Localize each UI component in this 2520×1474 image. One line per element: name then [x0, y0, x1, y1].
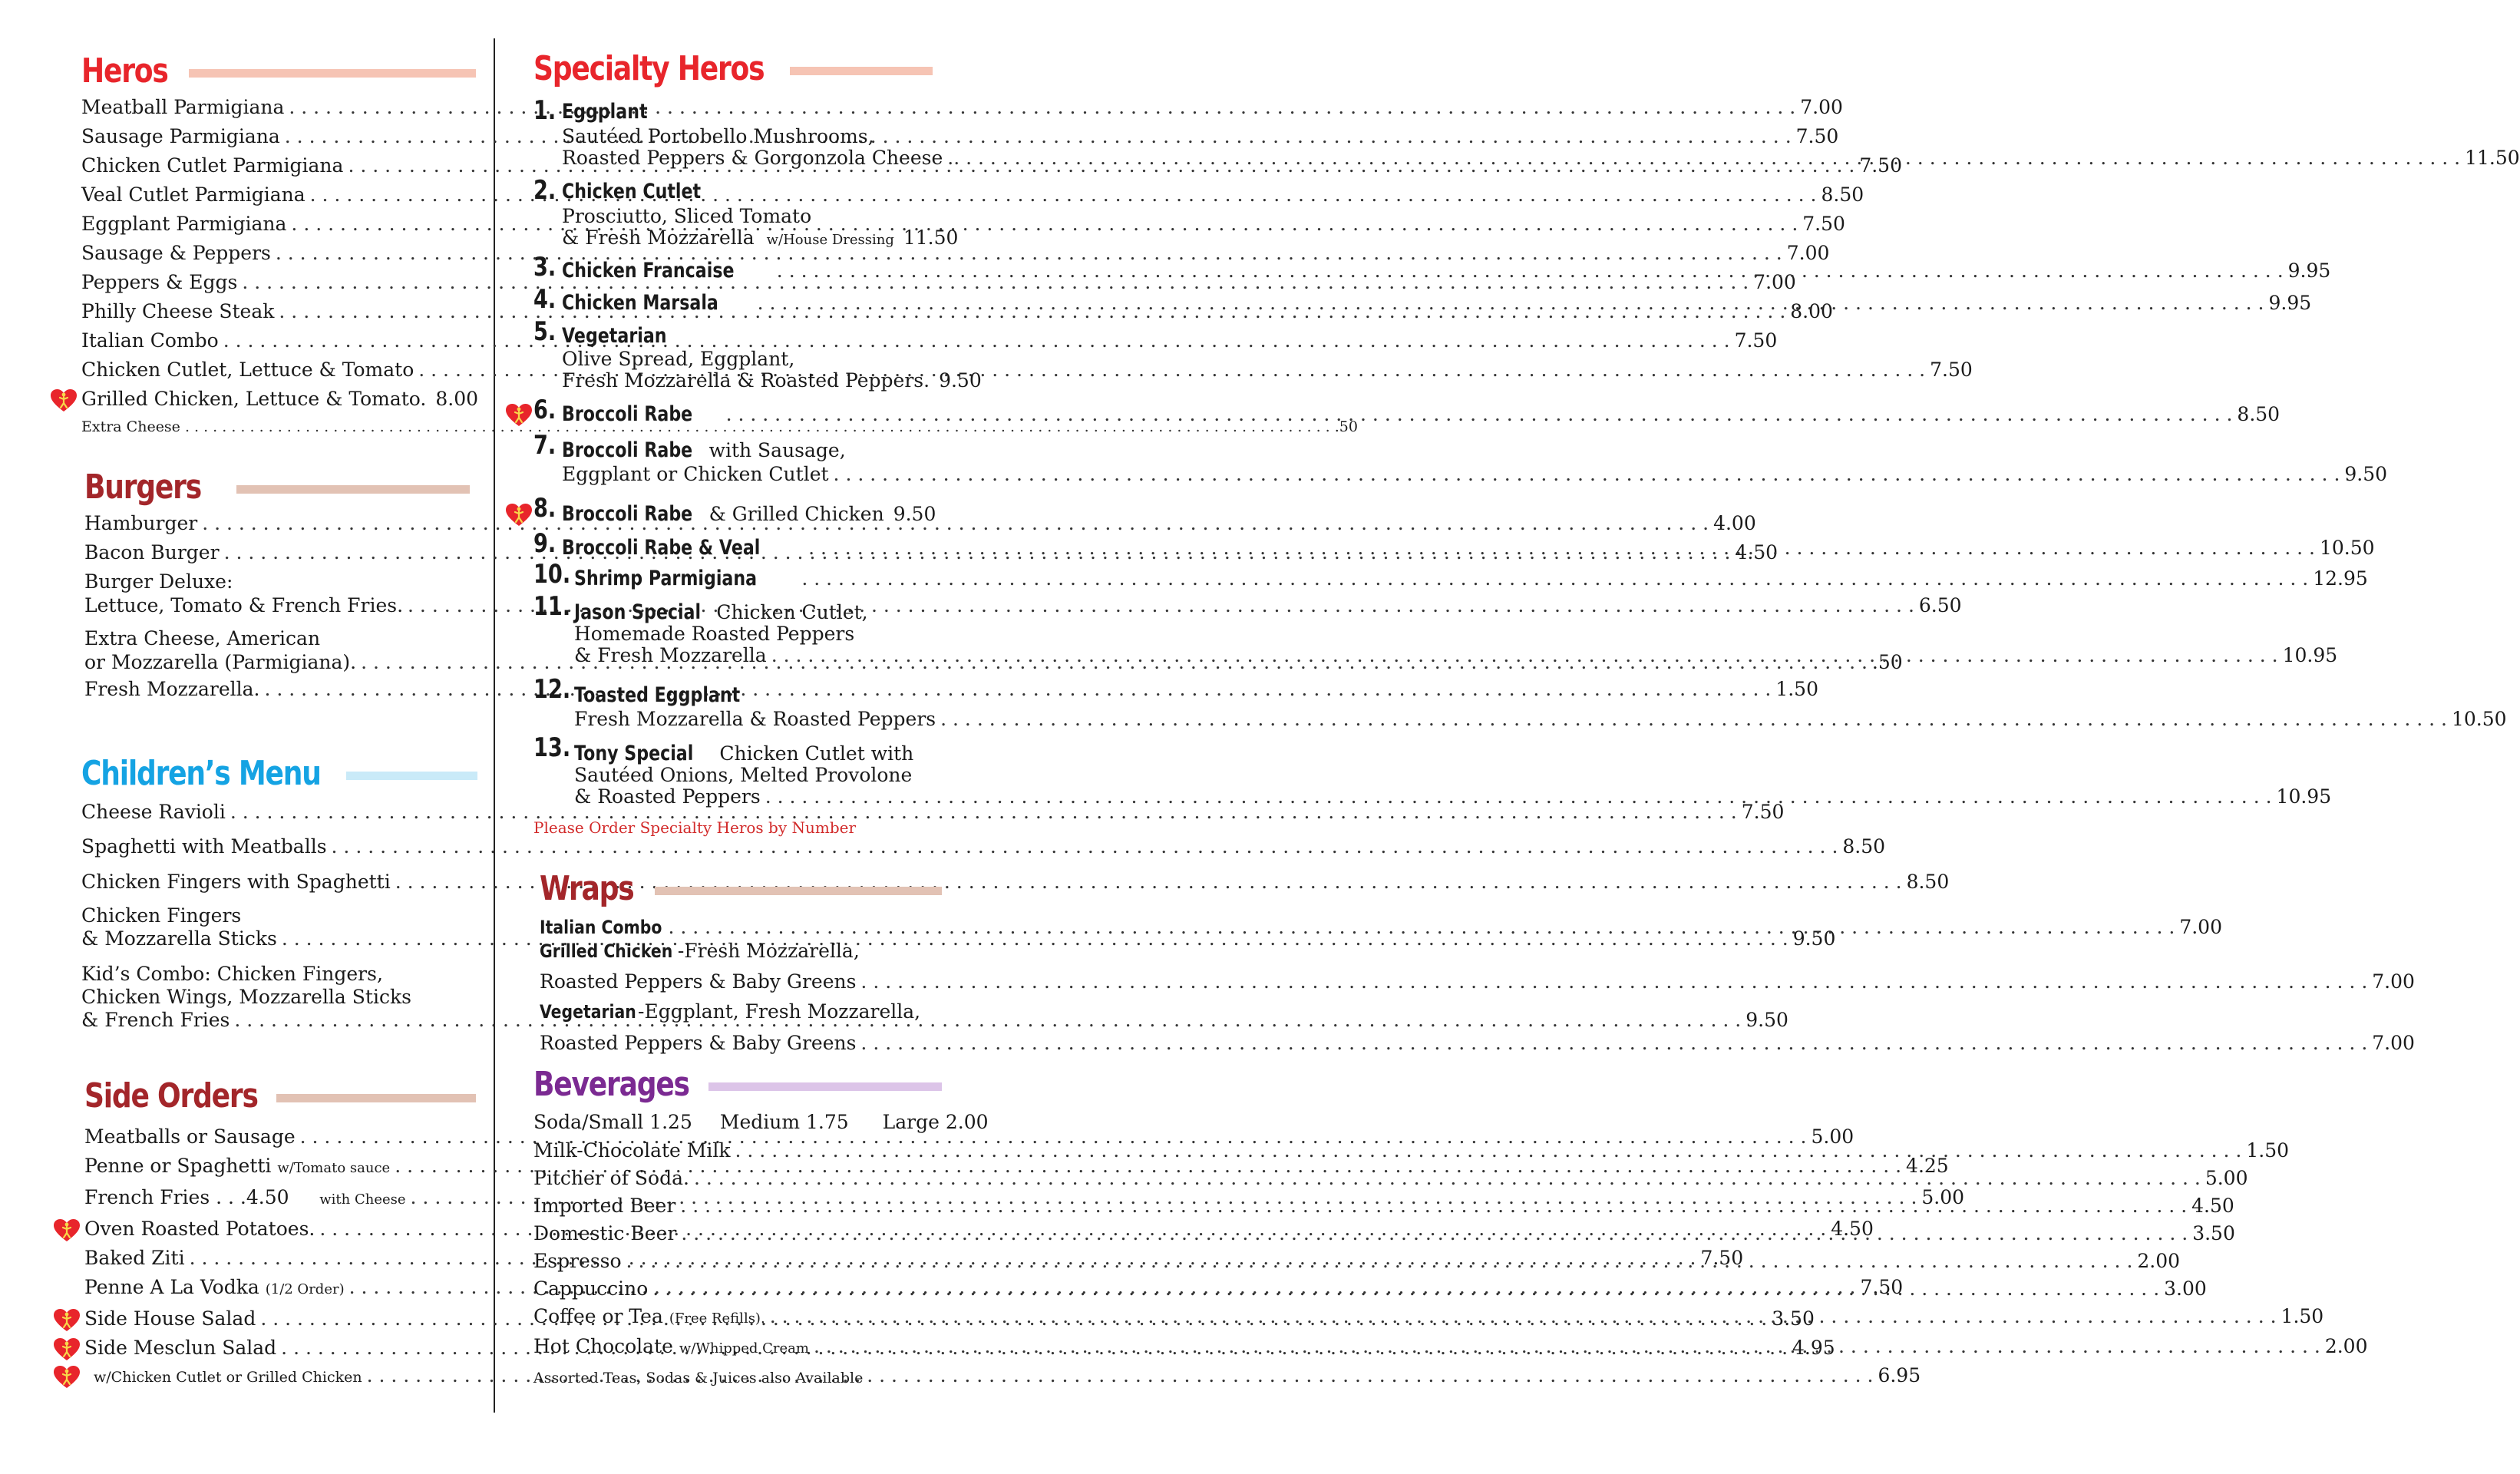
list-item: Sausage Parmigiana . . . 7.50 — [81, 122, 473, 151]
specialty-heros-title: Specialty Heros — [533, 49, 765, 88]
list-item: Spaghetti with Meatballs . . . 8.50 — [81, 829, 470, 864]
wraps-rule — [655, 887, 942, 895]
list-item: 8. Broccoli Rabe & Grilled Chicken 9.50 — [533, 497, 933, 533]
list-item: 13. Tony Special Chicken Cutlet with Sautéed Onions, Melted Provolone & Roasted Peppers . . . 10.95 — [533, 737, 933, 818]
list-item: Hot Chocolate w/Whipped Cream . . . 2.00 — [533, 1333, 928, 1363]
list-item: Imported Beer . . . 4.50 — [533, 1192, 928, 1220]
list-item: Grilled Chicken -Fresh Mozzarella, Roasted Peppers & Baby Greens . . . 7.00 — [540, 940, 933, 999]
list-item: 6. Broccoli Rabe . . . 8.50 — [533, 399, 933, 435]
list-item: Italian Combo . . . 7.00 — [540, 915, 933, 940]
heros-title: Heros — [81, 51, 168, 91]
list-item: Coffee or Tea (Free Refills). . . . 1.50 — [533, 1303, 928, 1333]
list-item: Penne A La Vodka (1/2 Order) . . . 7.50 — [84, 1273, 470, 1304]
list-item: French Fries . . .4.50 with Cheese . . . 5.00 — [84, 1183, 470, 1215]
list-item: Vegetarian-Eggplant, Fresh Mozzarella, Roasted Peppers & Baby Greens . . . 7.00 — [540, 999, 933, 1059]
beverages-rule — [708, 1082, 942, 1091]
list-item: Cappuccino . . . 3.00 — [533, 1275, 928, 1303]
list-item: Veal Cutlet Parmigiana . . . 8.50 — [81, 180, 473, 210]
list-item: Cheese Ravioli . . . 7.50 — [81, 795, 470, 829]
list-item: Hamburger . . . 4.00 — [84, 509, 473, 538]
heros-rule — [189, 69, 476, 78]
wraps-title: Wraps — [540, 869, 634, 908]
list-item: 10. Shrimp Parmigiana . . . 12.95 — [533, 563, 933, 596]
list-item: 4. Chicken Marsala . . . 9.95 — [533, 289, 933, 321]
list-item: Espresso . . . 2.00 — [533, 1248, 928, 1275]
list-item: 5. Vegetarian Olive Spread, Eggplant, Fresh Mozzarella & Roasted Peppers. 9.50 — [533, 316, 982, 392]
list-item: Chicken Cutlet Parmigiana . . . 7.50 — [81, 151, 473, 180]
list-item: 7. Broccoli Rabe with Sausage, Eggplant or Chicken Cutlet . . . 9.50 — [533, 435, 933, 497]
list-item: Sausage & Peppers . . . 7.00 — [81, 239, 473, 268]
burgers-rule — [236, 485, 470, 494]
list-item: Extra Cheese . . . .50 — [81, 414, 470, 440]
list-item: 11. Jason Special Chicken Cutlet, Homemade Roasted Peppers & Fresh Mozzarella . . . 10.95 — [533, 596, 933, 679]
list-item: 9. Broccoli Rabe & Veal . . . 10.50 — [533, 533, 933, 563]
list-item: Italian Combo . . . 7.50 — [81, 326, 473, 355]
list-item: Bacon Burger . . . 4.50 — [84, 538, 473, 567]
specialty-heros-rule — [790, 67, 933, 75]
heart-healthy-icon — [54, 1366, 80, 1389]
list-item: Milk-Chocolate Milk . . . 1.50 — [533, 1137, 928, 1165]
burgers-title: Burgers — [84, 468, 201, 507]
list-item: Chicken Fingers with Spaghetti . . . 8.50 — [81, 864, 470, 900]
heart-healthy-icon — [54, 1219, 80, 1242]
childrens-menu-title: Children’s Menu — [81, 754, 321, 793]
list-item: Burger Deluxe: Lettuce, Tomato & French Fries. . . . 6.50 — [84, 570, 473, 618]
list-item: Eggplant Parmigiana . . . 7.50 — [81, 210, 473, 239]
list-item: Peppers & Eggs . . . 7.00 — [81, 268, 473, 297]
heart-healthy-icon — [54, 1309, 80, 1332]
list-item: Side Mesclun Salad . . . 4.95 — [84, 1334, 470, 1363]
list-item: 2. Chicken Cutlet Prosciutto, Sliced Tomato & Fresh Mozzarella w/House Dressing 11.50 — [533, 175, 959, 249]
heart-healthy-icon — [506, 404, 532, 427]
childrens-menu-rule — [346, 772, 477, 780]
list-item: Domestic Beer . . . 3.50 — [533, 1220, 928, 1248]
list-item: Extra Cheese, American or Mozzarella (Parmigiana). . . . .50 — [84, 627, 473, 675]
list-item: Oven Roasted Potatoes. . . . 4.50 — [84, 1215, 470, 1244]
list-item: Pitcher of Soda. . . . 5.00 — [533, 1165, 928, 1192]
side-orders-rule — [276, 1094, 476, 1102]
list-item: 1. Eggplant Sautéed Portobello Mushrooms, Roasted Peppers & Gorgonzola Cheese . . . . 11.50 — [533, 100, 933, 180]
list-item: Meatball Parmigiana . . . 7.00 — [81, 93, 473, 122]
heart-healthy-icon — [506, 504, 532, 527]
list-item: w/Chicken Cutlet or Grilled Chicken . . . 6.95 — [84, 1363, 470, 1390]
list-item: Side House Salad . . . 3.50 — [84, 1304, 470, 1334]
list-item: Meatballs or Sausage . . . 5.00 — [84, 1122, 470, 1152]
heart-healthy-icon — [54, 1338, 80, 1361]
beverages-note: Assorted Teas, Sodas & Juices also Available — [533, 1370, 864, 1386]
list-item: 3. Chicken Francaise . . . 9.95 — [533, 256, 933, 289]
list-item: Fresh Mozzarella. . . . 1.50 — [84, 675, 473, 704]
list-item: Kid’s Combo: Chicken Fingers, Chicken Wings, Mozzarella Sticks & French Fries . . . 9.50 — [81, 963, 470, 1032]
list-item: 12. Toasted Eggplant Fresh Mozzarella & Roasted Peppers . . . 10.50 — [533, 679, 933, 737]
list-item: Chicken Fingers & Mozzarella Sticks . . . 9.50 — [81, 904, 470, 950]
list-item: Philly Cheese Steak . . . 8.00 — [81, 297, 473, 326]
list-item: Baked Ziti . . . 7.50 — [84, 1244, 470, 1273]
list-item: Penne or Spaghetti w/Tomato sauce . . . 4.25 — [84, 1152, 470, 1183]
list-item: Soda/Small 1.25 Medium 1.75 Large 2.00 — [533, 1111, 989, 1133]
list-item: Chicken Cutlet, Lettuce & Tomato . . . 7.50 — [81, 355, 473, 385]
beverages-title: Beverages — [533, 1065, 689, 1104]
specialty-note: Please Order Specialty Heros by Number — [533, 818, 857, 837]
list-item: Grilled Chicken, Lettuce & Tomato. 8.00 — [81, 385, 473, 414]
side-orders-title: Side Orders — [84, 1076, 258, 1115]
heart-healthy-icon — [51, 389, 77, 412]
